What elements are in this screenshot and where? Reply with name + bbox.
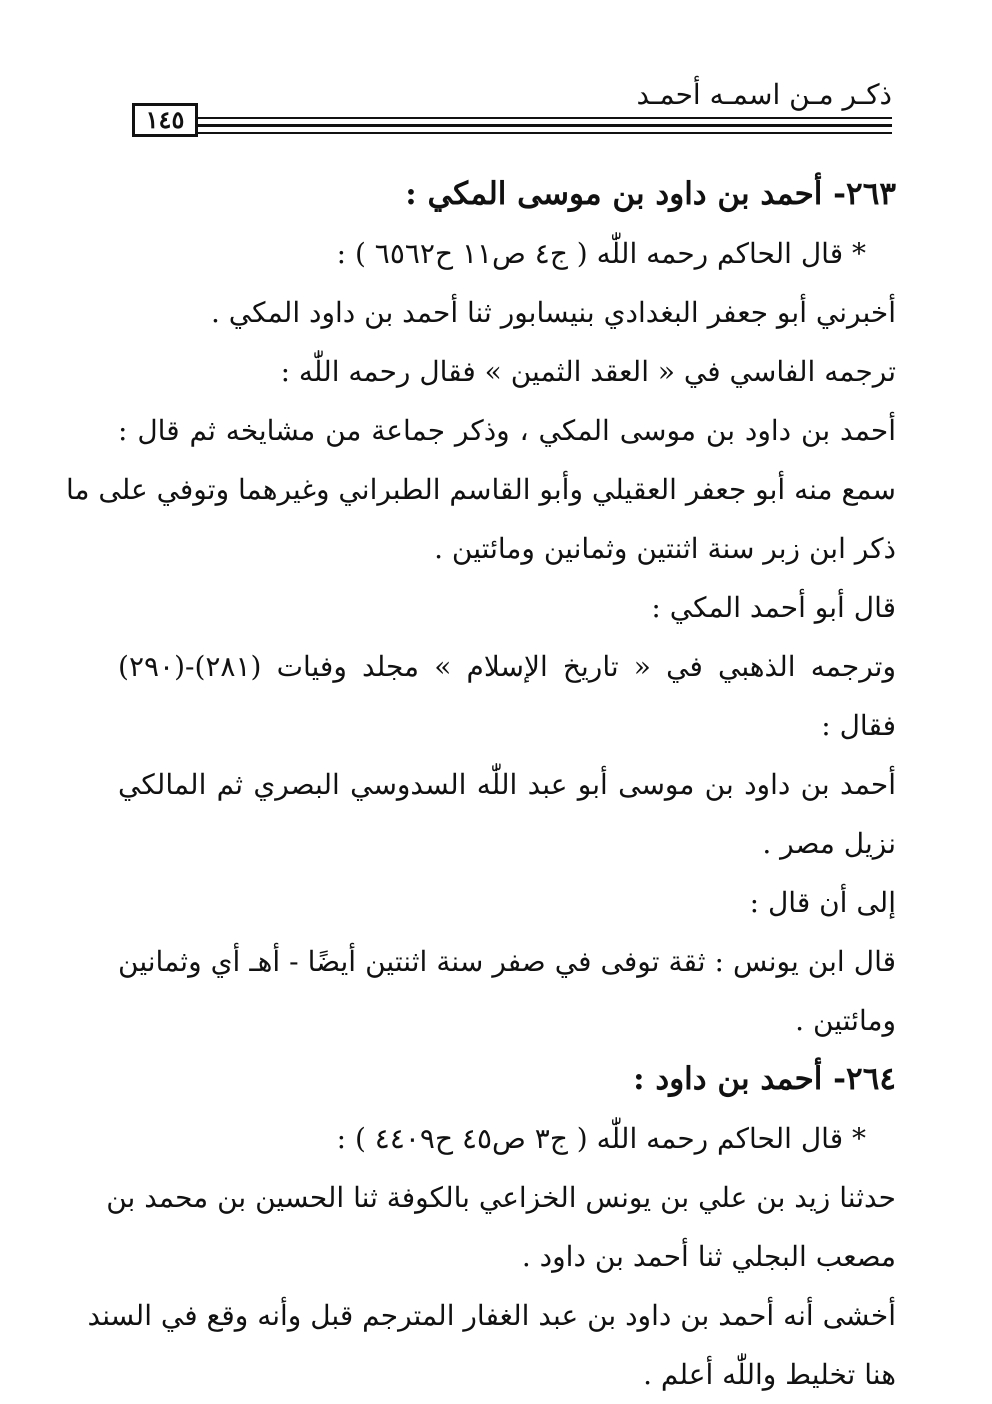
page-body: [65, 165, 896, 1404]
text-line: أحمد بن داود بن موسى أبو عبد اللّٰه السدوسي البصري ثم المالكي: [118, 768, 896, 801]
text-line: قال أبو أحمد المكي :: [651, 591, 896, 624]
text-line: فقال :: [821, 709, 896, 742]
page-number: ١٤٥: [145, 105, 185, 134]
running-title: ذكـر مـن اسمـه أحمـد: [636, 78, 892, 111]
text-line: إلى أن قال :: [749, 886, 896, 919]
entry-heading: ٢٦٣- أحمد بن داود بن موسى المكي :: [405, 176, 896, 212]
text-line: سمع منه أبو جعفر العقيلي وأبو القاسم الطبراني وغيرهما وتوفي على ما: [65, 473, 896, 506]
citation-line: * قال الحاكم رحمه اللّٰه ( ج٣ ص٤٥ ح٤٤٠٩ ) :: [336, 1122, 866, 1155]
text-line: أحمد بن داود بن موسى المكي ، وذكر جماعة من مشايخه ثم قال :: [118, 414, 896, 447]
text-line: ومائتين .: [795, 1004, 896, 1037]
citation-line: * قال الحاكم رحمه اللّٰه ( ج٤ ص١١ ح٦٥٦٢ ) :: [336, 237, 866, 270]
text-line: أخبرني أبو جعفر البغدادي بنيسابور ثنا أحمد بن داود المكي .: [211, 296, 896, 329]
text-line: مصعب البجلي ثنا أحمد بن داود .: [521, 1240, 896, 1273]
header-rule-bottom: [198, 132, 892, 134]
entry-heading: ٢٦٤- أحمد بن داود :: [633, 1061, 896, 1097]
header-rule-middle: [198, 124, 892, 127]
text-line: ذكر ابن زبر سنة اثنتين وثمانين ومائتين .: [434, 532, 896, 565]
text-line: نزيل مصر .: [762, 827, 896, 860]
text-line: حدثنا زيد بن علي بن يونس الخزاعي بالكوفة ثنا الحسين بن محمد بن: [106, 1181, 896, 1214]
text-line: وترجمه الذهبي في « تاريخ الإسلام » مجلد وفيات (٢٨١)-(٢٩٠): [118, 650, 896, 683]
page-header: [0, 0, 992, 150]
page-number-box: [132, 103, 198, 137]
text-line: هنا تخليط واللّٰه أعلم .: [643, 1358, 896, 1391]
header-rule-top: [198, 117, 892, 119]
text-line: أخشى أنه أحمد بن داود بن عبد الغفار المترجم قبل وأنه وقع في السند: [87, 1299, 896, 1332]
text-line: ترجمه الفاسي في « العقد الثمين » فقال رحمه اللّٰه :: [280, 355, 896, 388]
text-line: قال ابن يونس : ثقة توفى في صفر سنة اثنتين أيضًا - أهـ أي وثمانين: [118, 945, 896, 978]
